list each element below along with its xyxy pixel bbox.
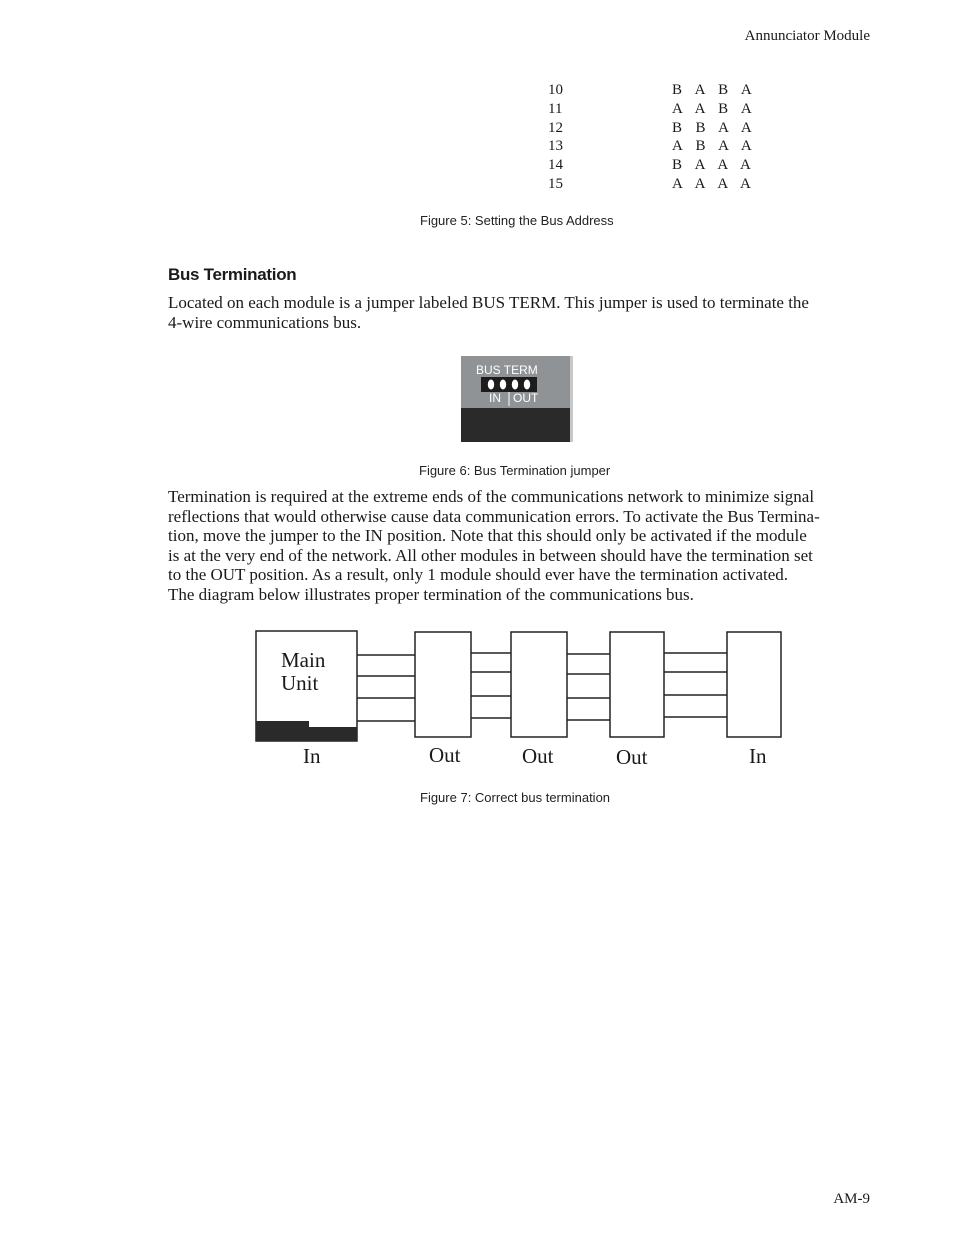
module-box: [511, 632, 567, 737]
address-number: 15: [548, 175, 563, 192]
section-heading: Bus Termination: [168, 265, 297, 284]
termination-label: In: [303, 744, 321, 768]
jumper-pin-2: [500, 380, 506, 390]
bus-wires: [664, 653, 727, 717]
table-row: [548, 119, 752, 138]
module-box: [610, 632, 664, 737]
address-code: A B A A: [672, 138, 752, 155]
paragraph-line: Termination is required at the extreme ends of the communications network to minimize signal: [168, 487, 815, 506]
table-row: [548, 175, 752, 194]
paragraph-line: The diagram below illustrates proper termination of the communications bus.: [168, 584, 694, 604]
bus-address-table: [548, 81, 752, 194]
main-unit-label: Main: [281, 648, 326, 672]
address-code: A A B A: [672, 100, 752, 117]
paragraph-line: 4-wire communications bus.: [168, 312, 362, 332]
running-header: Annunciator Module: [744, 28, 870, 44]
intro-paragraph: [168, 293, 868, 332]
module-box: [415, 632, 471, 737]
address-code: B A B A: [672, 82, 752, 98]
address-number: 10: [548, 82, 563, 98]
bus-term-jumper-figure: [461, 356, 573, 442]
jumper-label: BUS TERM: [476, 363, 538, 377]
address-code: B A A A: [672, 157, 751, 174]
jumper-pin-3: [512, 380, 518, 390]
address-number: 14: [548, 157, 563, 174]
paragraph-line: reflections that would otherwise cause data communication errors. To activate the Bus Termina-: [168, 506, 820, 526]
paragraph-line: tion, move the jumper to the IN position. Note that this should only be activated if the module: [168, 526, 807, 546]
paragraph-line: is at the very end of the network. All other modules in between should have the termination set: [168, 545, 813, 565]
table-row: [548, 137, 752, 156]
termination-label: Out: [522, 744, 554, 768]
page-number: AM-9: [833, 1191, 870, 1207]
termination-label: In: [749, 744, 767, 768]
address-number: 11: [548, 100, 563, 117]
bus-wires: [567, 654, 610, 720]
jumper-pin-1: [488, 380, 494, 390]
figure-5-caption: Figure 5: Setting the Bus Address: [420, 213, 614, 228]
figure-6-caption: Figure 6: Bus Termination jumper: [419, 463, 611, 478]
address-code: B B A A: [672, 119, 752, 136]
bus-wires: [471, 653, 511, 718]
paragraph-line: Located on each module is a jumper labeled BUS TERM. This jumper is used to terminate the: [168, 293, 809, 312]
jumper-board-shadow: [461, 408, 570, 442]
paragraph-line: to the OUT position. As a result, only 1 module should ever have the termination activated.: [168, 565, 789, 585]
figure-7-caption: Figure 7: Correct bus termination: [420, 790, 611, 805]
address-number: 12: [548, 119, 563, 136]
main-unit-label: Unit: [281, 671, 319, 695]
termination-label: Out: [429, 743, 461, 767]
termination-label: Out: [616, 745, 648, 769]
table-row: [548, 81, 752, 100]
main-unit-shadow: [256, 721, 309, 741]
termination-paragraph: [168, 487, 868, 605]
jumper-in-label: IN: [489, 391, 501, 405]
bus-wires: [357, 655, 415, 721]
jumper-board-edge: [570, 356, 573, 442]
address-code: A A A A: [672, 175, 751, 192]
main-unit-shadow: [309, 727, 357, 741]
address-number: 13: [548, 138, 563, 155]
jumper-out-label: OUT: [513, 391, 539, 405]
table-row: [548, 100, 752, 119]
table-row: [548, 156, 752, 175]
module-box: [727, 632, 781, 737]
bus-termination-diagram: [250, 625, 790, 775]
jumper-pin-4: [524, 380, 530, 390]
